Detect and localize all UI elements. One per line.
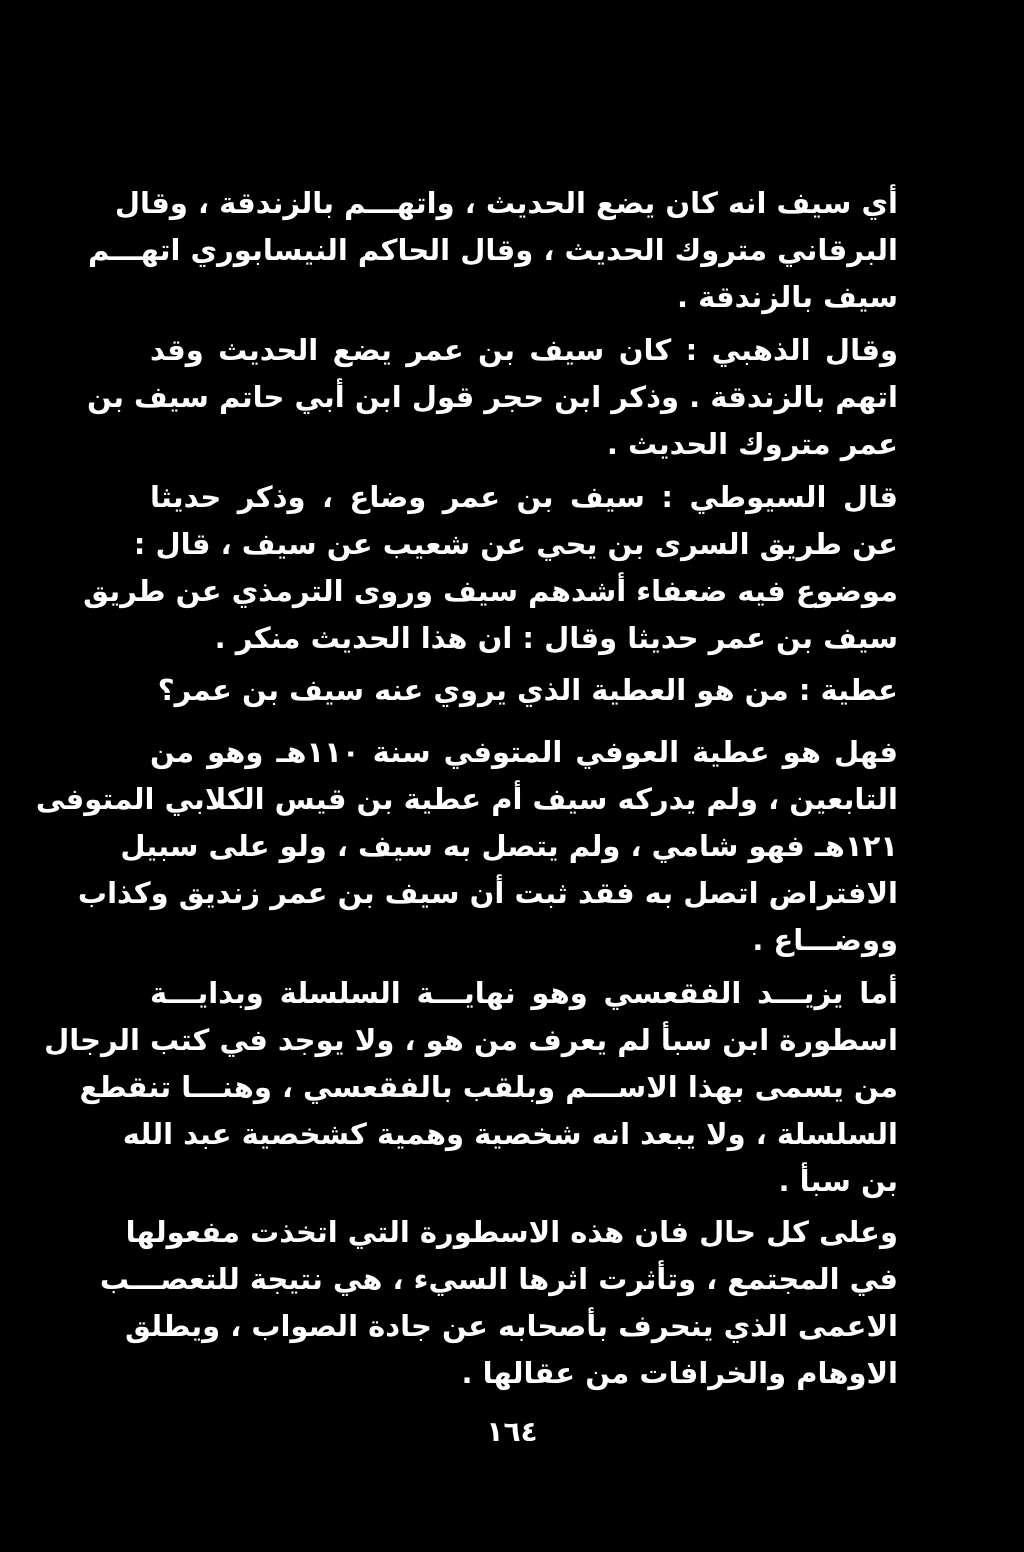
text-line: موضوع فيه ضعفاء أشدهم سيف وروى الترمذي عن طريق <box>83 574 898 608</box>
text-line: الاعمى الذي ينحرف بأصحابه عن جادة الصواب ، ويطلق <box>124 1309 898 1343</box>
paragraph-4 <box>35 729 898 964</box>
question-text: من هو العطية الذي يروي عنه سيف بن عمر؟ <box>157 673 789 707</box>
text-line: الاوهام والخرافات من عقالها . <box>461 1356 898 1390</box>
text-line: بن سبأ . <box>778 1164 898 1198</box>
text-line: وعلى كل حال فان هذه الاسطورة التي اتخذت مفعولها <box>125 1215 898 1249</box>
question-line <box>150 667 898 714</box>
text-line: في المجتمع ، وتأثرت اثرها السيء ، هي نتيجة للتعصـــب <box>99 1262 898 1296</box>
text-line: اسطورة ابن سبأ لم يعرف من هو ، ولا يوجد في كتب الرجال <box>44 1023 898 1057</box>
question-heading <box>150 667 898 714</box>
text-line: ١٢١هـ فهو شامي ، ولم يتصل به سيف ، ولو على سبيل <box>120 829 898 863</box>
text-line: السلسلة ، ولا يبعد انه شخصية وهمية كشخصية عبد الله <box>122 1117 898 1151</box>
text-line: ووضـــاع . <box>752 923 898 957</box>
paragraph-5 <box>44 970 898 1205</box>
text-line: اتهم بالزندقة . وذكر ابن حجر قول ابن أبي حاتم سيف بن <box>86 380 898 414</box>
text-line: فهل هو عطية العوفي المتوفي سنة ١١٠هـ وهو من <box>150 735 898 769</box>
page-number: ١٦٤ <box>486 1415 538 1448</box>
text-line: عمر متروك الحديث . <box>606 427 898 461</box>
text-line: قال السيوطي : سيف بن عمر وضاع ، وذكر حديثا <box>150 480 898 514</box>
text-line: أي سيف انه كان يضع الحديث ، واتهـــم بالزندقة ، وقال <box>114 186 898 220</box>
question-label: عطية : <box>798 673 898 707</box>
text-line: أما يزيـــد الفقعسي وهو نهايـــة السلسلة وبدايـــة <box>150 976 898 1010</box>
paragraph-2 <box>86 327 898 468</box>
text-line: التابعين ، ولم يدركه سيف أم عطية بن قيس الكلابي المتوفى <box>35 782 898 816</box>
text-line: من يسمى بهذا الاســـم وبلقب بالفقعسي ، وهنـــا تنقطع <box>79 1070 898 1104</box>
text-line: سيف بالزندقة . <box>676 280 898 314</box>
paragraph-3 <box>83 474 898 662</box>
text-line: البرقاني متروك الحديث ، وقال الحاكم النيسابوري اتهـــم <box>87 233 898 267</box>
text-line: سيف بن عمر حديثا وقال : ان هذا الحديث منكر . <box>214 621 898 655</box>
text-line: عن طريق السرى بن يحي عن شعيب عن سيف ، قال : <box>133 527 898 561</box>
paragraph-1 <box>87 180 898 321</box>
text-line: وقال الذهبي : كان سيف بن عمر يضع الحديث وقد <box>150 333 898 367</box>
paragraph-6 <box>99 1209 898 1397</box>
text-line: الافتراض اتصل به فقد ثبت أن سيف بن عمر زنديق وكذاب <box>77 876 898 910</box>
